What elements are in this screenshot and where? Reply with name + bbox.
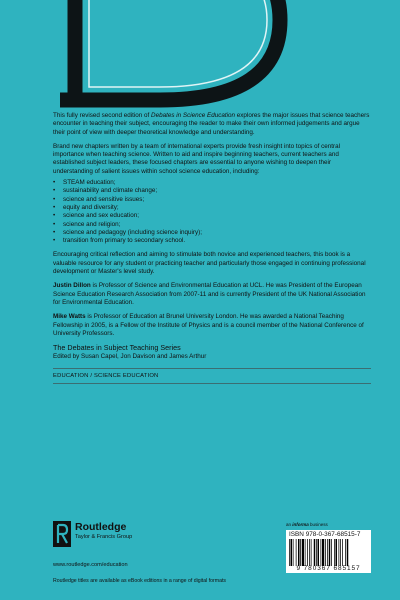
topic-item: • science and sensitive issues; xyxy=(53,196,371,204)
divider xyxy=(53,368,371,369)
cover-letter-d xyxy=(55,0,305,110)
imprint-note xyxy=(286,522,328,527)
barcode-bar xyxy=(298,539,300,566)
barcode-bar xyxy=(321,539,322,566)
topic-item: • sustainability and climate change; xyxy=(53,187,371,195)
topic-item: • transition from primary to secondary school. xyxy=(53,237,371,245)
publisher-group: Taylor & Francis Group xyxy=(75,534,133,540)
barcode-bar xyxy=(322,539,324,566)
imprint-brand: informa xyxy=(292,522,309,527)
barcode-bar xyxy=(347,539,349,566)
isbn-barcode xyxy=(286,530,371,573)
barcode-bar xyxy=(293,539,294,566)
closing-paragraph: Encouraging critical reflection and aiming to stimulate both novice and experienced teachers, this book is a valuable resource for any student or practicing teacher and particularly those engaged in continuing professional development or Master's level study. xyxy=(53,251,366,276)
subject-category: EDUCATION / SCIENCE EDUCATION xyxy=(53,372,159,379)
barcode-bar xyxy=(327,539,328,566)
barcode-bar xyxy=(300,539,301,566)
barcode-bar xyxy=(316,539,317,566)
barcode-bar xyxy=(329,539,331,566)
barcode-bar xyxy=(296,539,297,566)
barcode-bar xyxy=(342,539,343,566)
barcode-bar xyxy=(318,539,320,566)
back-cover-text xyxy=(53,112,371,384)
chapters-paragraph: Brand new chapters written by a team of international experts provide fresh insight into topics of central importance when teaching science. Written to aid and inspire beginning teachers, current teachers and established subject leaders, these focused chapters are essential to anyone wishing to deepen their understanding of salient issues within school science education, including: xyxy=(53,142,341,175)
divider xyxy=(53,383,371,384)
author-bio-watts xyxy=(53,313,371,338)
author-name: Justin Dillon xyxy=(53,282,91,290)
topic-item: • science and pedagogy (including science inquiry); xyxy=(53,229,371,237)
barcode-bars xyxy=(289,539,368,566)
intro-text-start: This fully revised second edition of xyxy=(53,112,152,119)
publisher-website: www.routledge.com/education xyxy=(53,562,128,568)
isbn-label: ISBN 978-0-367-68515-7 xyxy=(289,531,361,538)
author-bio-text: is Professor of Science and Environmental Education at UCL. He was President of the European Science Education Research Association from 2007-11 and is currently President of the UK National Association for Environmental Education. xyxy=(53,282,366,306)
topic-item: • science and sex education; xyxy=(53,212,371,220)
author-bio-text: is Professor of Education at Brunel University London. He was awarded a National Teaching Fellowship in 2005, is a Fellow of the Institute of Physics and is a council member of the National Conference of University Professors. xyxy=(53,313,364,337)
barcode-bar xyxy=(325,539,326,566)
barcode-bar xyxy=(345,539,346,566)
barcode-bar xyxy=(314,539,316,566)
topic-item: • science and religion; xyxy=(53,221,371,229)
barcode-bar xyxy=(336,539,338,566)
barcode-bar xyxy=(334,539,335,566)
topics-list xyxy=(53,179,371,245)
intro-paragraph xyxy=(53,112,371,137)
series-title: The Debates in Subject Teaching Series xyxy=(53,343,181,353)
imprint-prefix: an xyxy=(286,522,293,527)
barcode-bar xyxy=(331,539,332,566)
barcode-bar xyxy=(309,539,310,566)
imprint-suffix: business xyxy=(308,522,328,527)
series-editors: Edited by Susan Capel, Jon Davison and James Arthur xyxy=(53,353,207,361)
routledge-logo-icon xyxy=(53,521,71,547)
barcode-bar xyxy=(311,539,312,566)
barcode-digits: 9 780367 685157 xyxy=(296,565,361,572)
barcode-bar xyxy=(302,539,304,566)
topic-item: • STEAM education; xyxy=(53,179,371,187)
author-name: Mike Watts xyxy=(53,313,86,321)
topic-item: • equity and diversity; xyxy=(53,204,371,212)
barcode-bar xyxy=(291,539,293,566)
book-title-italic: Debates in Science Education xyxy=(151,112,236,119)
barcode-bar xyxy=(339,539,340,566)
publisher-name: Routledge xyxy=(75,521,127,533)
author-bio-dillon xyxy=(53,282,371,307)
intro-text-end: explores the major issues that science teachers encounter in teaching their subject, encouraging the reader to make their own informed judgements and argue their point of view with deeper theoretical knowledge and understanding. xyxy=(53,112,370,136)
ebook-note: Routledge titles are available as eBook editions in a range of digital formats xyxy=(53,578,227,584)
barcode-bar xyxy=(340,539,341,566)
barcode-bar xyxy=(289,539,290,566)
barcode-bar xyxy=(305,539,306,566)
barcode-bar xyxy=(307,539,308,566)
